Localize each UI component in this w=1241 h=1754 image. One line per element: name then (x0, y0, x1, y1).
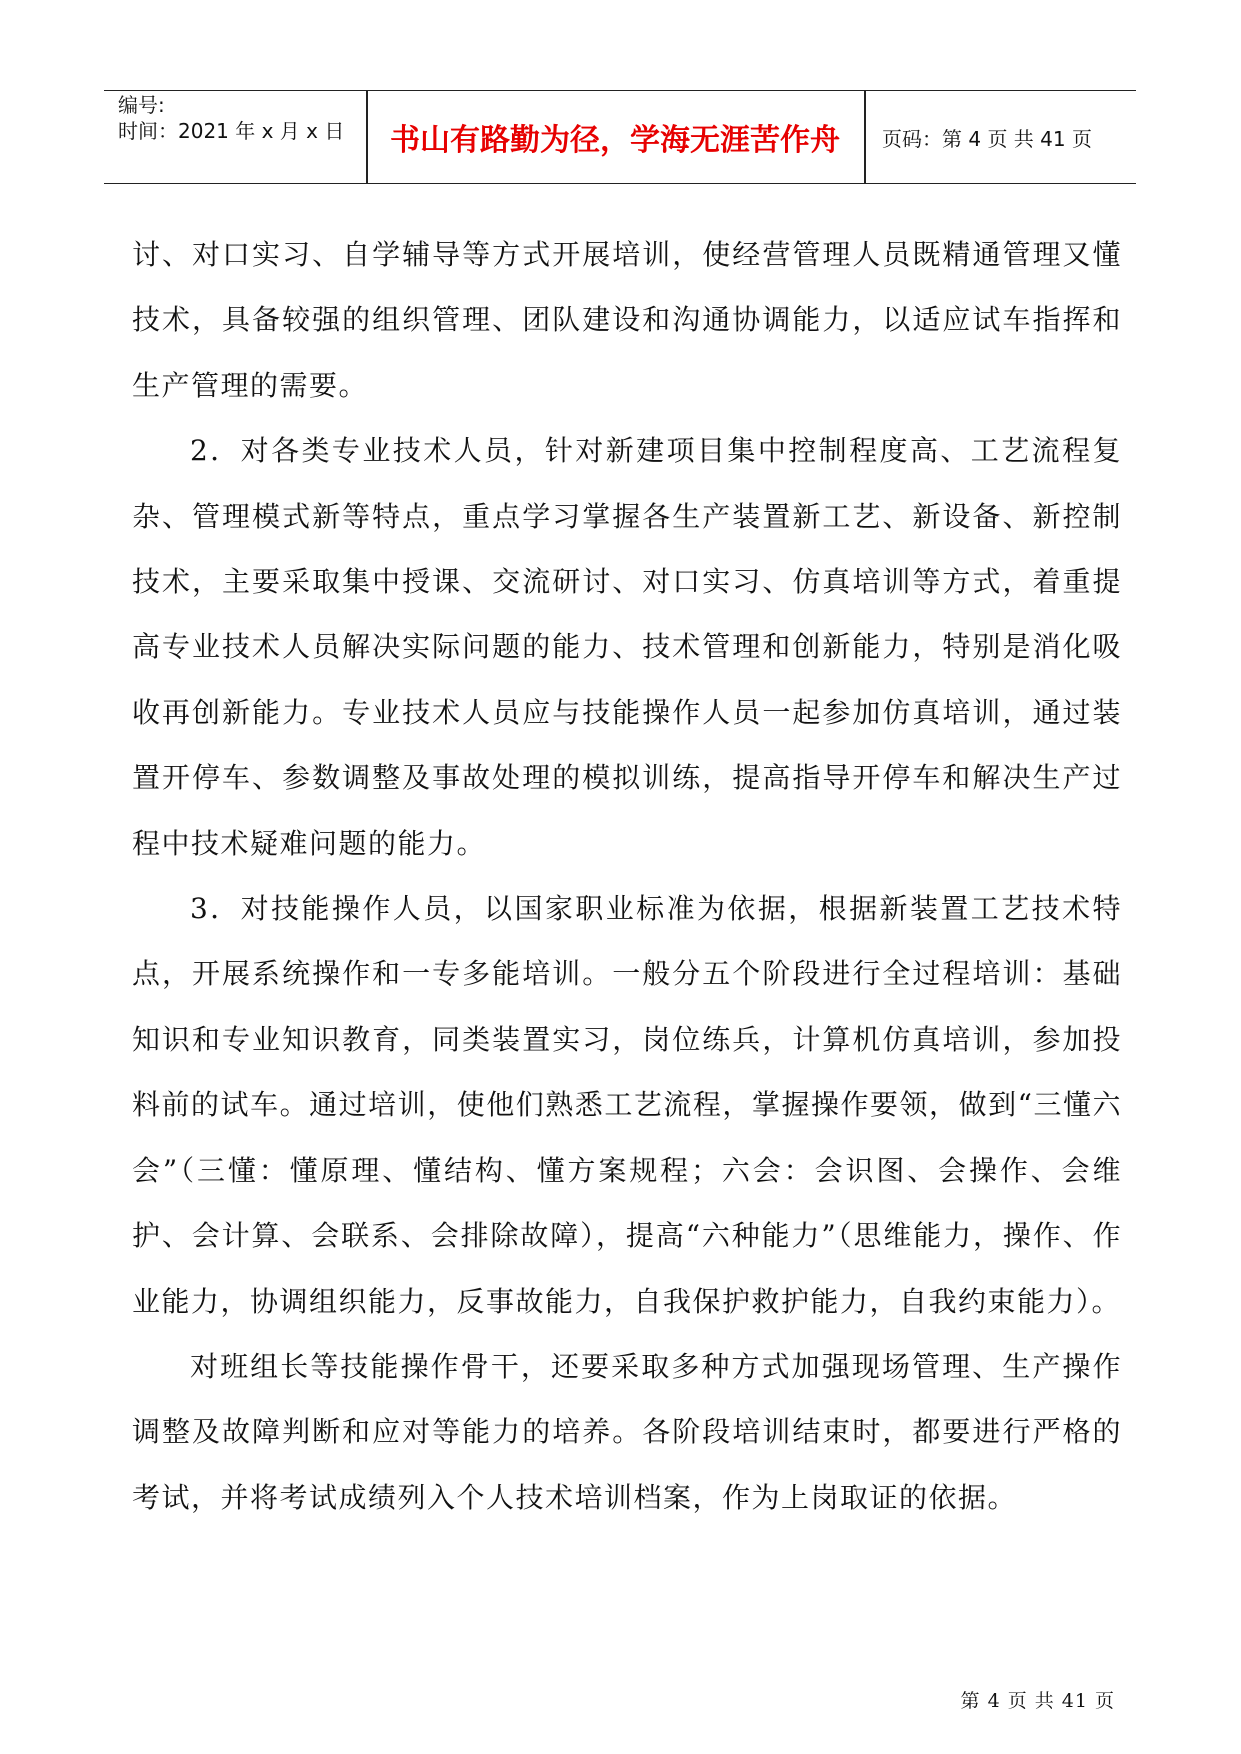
paragraph: 3．对技能操作人员，以国家职业标准为依据，根据新装置工艺技术特点，开展系统操作和一专多能培训。一般分五个阶段进行全过程培训：基础知识和专业知识教育，同类装置实习，岗位练兵，计算机仿真培训，参加投料前的试车。通过培训，使他们熟悉工艺流程，掌握操作要领，做到“三懂六会”（三懂：懂原理、懂结构、懂方案规程；六会：会识图、会操作、会维护、会计算、会联系、会排除故障），提高“六种能力”（思维能力，操作、作业能力，协调组织能力，反事故能力，自我保护救护能力，自我约束能力）。 (132, 892, 1122, 1318)
paragraph: 讨、对口实习、自学辅导等方式开展培训，使经营管理人员既精通管理又懂技术，具备较强的组织管理、团队建设和沟通协调能力，以适应试车指挥和生产管理的需要。 (132, 238, 1122, 402)
document-time-label: 时间：2021 年 x 月 x 日 (118, 119, 345, 143)
header-divider (864, 91, 866, 183)
header-page-info: 页码：第 4 页 共 41 页 (882, 126, 1092, 151)
document-number-label: 编号: (118, 93, 165, 117)
page-footer: 第 4 页 共 41 页 (960, 1690, 1115, 1712)
header-meta (118, 91, 368, 183)
page-header (104, 90, 1136, 184)
header-motto: 书山有路勤为径，学海无涯苦作舟 (390, 123, 840, 158)
header-divider (366, 91, 368, 183)
paragraph: 对班组长等技能操作骨干，还要采取多种方式加强现场管理、生产操作调整及故障判断和应对等能力的培养。各阶段培训结束时，都要进行严格的考试，并将考试成绩列入个人技术培训档案，作为上岗取证的依据。 (132, 1349, 1122, 1514)
paragraph: 2．对各类专业技术人员，针对新建项目集中控制程度高、工艺流程复杂、管理模式新等特点，重点学习掌握各生产装置新工艺、新设备、新控制技术，主要采取集中授课、交流研讨、对口实习、仿真培训等方式，着重提高专业技术人员解决实际问题的能力、技术管理和创新能力，特别是消化吸收再创新能力。专业技术人员应与技能操作人员一起参加仿真培训，通过装置开停车、参数调整及事故处理的模拟训练，提高指导开停车和解决生产过程中技术疑难问题的能力。 (132, 434, 1122, 860)
document-body (132, 222, 1122, 1530)
